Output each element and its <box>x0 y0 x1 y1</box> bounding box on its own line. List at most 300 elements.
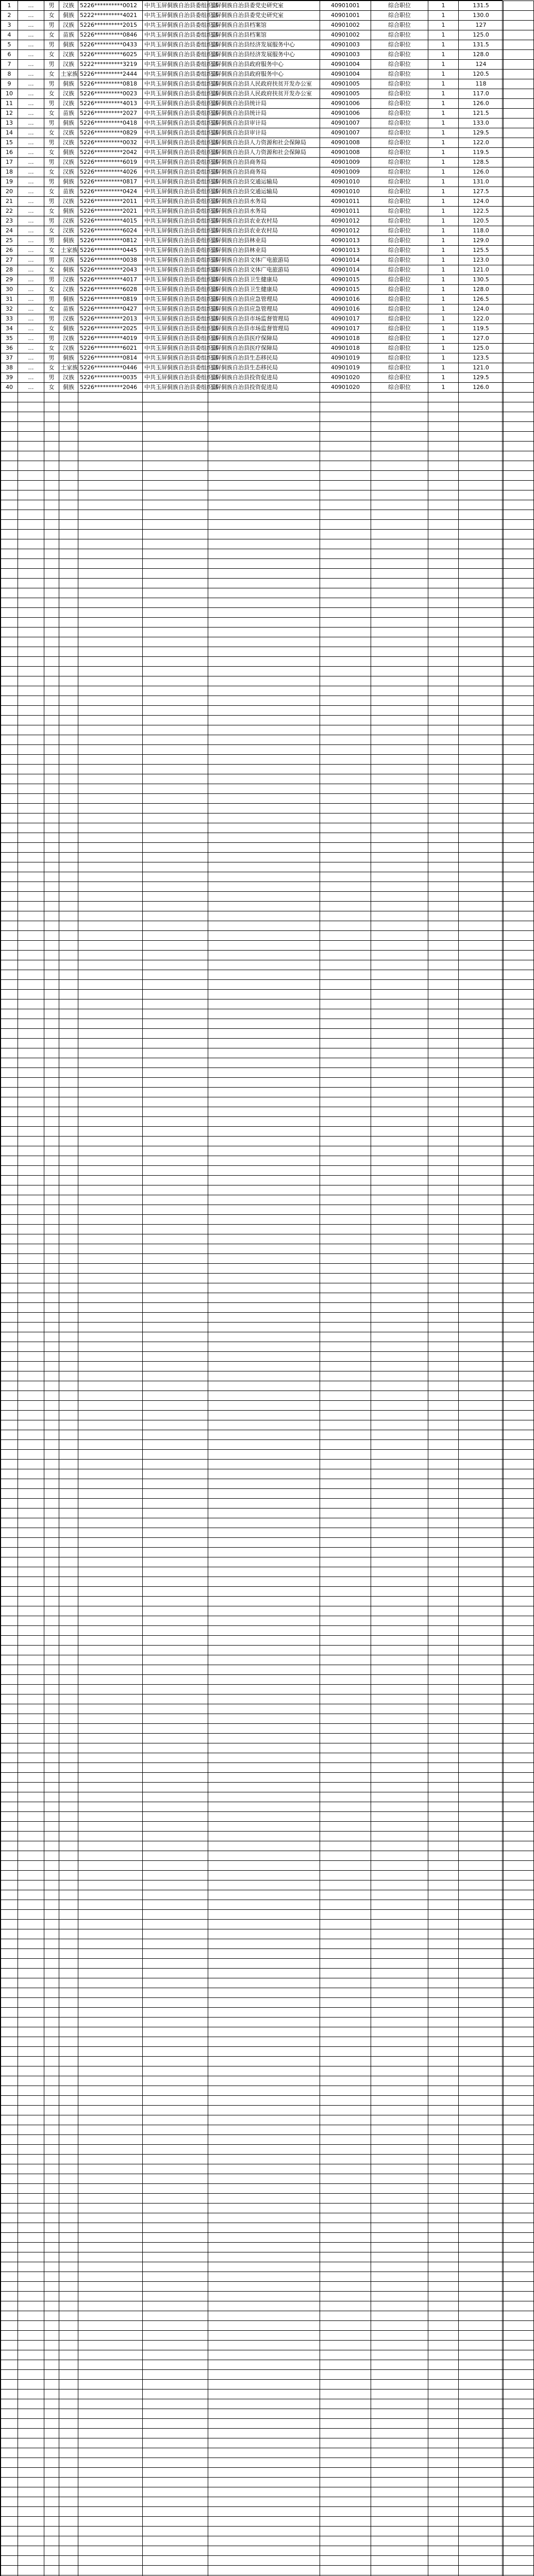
cell-unit <box>208 1362 320 1371</box>
cell-no: 39 <box>1 373 18 383</box>
cell-name <box>18 1763 44 1773</box>
cell-post: 综合职位 <box>371 353 428 363</box>
cell-code <box>320 1009 371 1019</box>
cell-sex: 女 <box>44 109 59 118</box>
cell-id_no <box>78 1587 143 1597</box>
cell-id_no <box>78 1616 143 1626</box>
cell-ethnicity <box>59 1577 78 1587</box>
cell-id_no: 5226**********6021 <box>78 344 143 353</box>
cell-post: 综合职位 <box>371 256 428 265</box>
cell-ethnicity <box>59 1861 78 1871</box>
cell-sex <box>44 794 59 804</box>
cell-dept <box>143 1048 208 1058</box>
cell-id_no <box>78 931 143 941</box>
cell-name <box>18 1078 44 1088</box>
cell-post <box>371 2184 428 2194</box>
cell-ethnicity <box>59 921 78 931</box>
cell-name <box>18 814 44 823</box>
table-row <box>1 2399 534 2409</box>
cell-no <box>1 2536 18 2546</box>
cell-ethnicity: 苗族 <box>59 304 78 314</box>
cell-post <box>371 862 428 872</box>
cell-score <box>459 2311 504 2321</box>
cell-id_no <box>78 1528 143 1538</box>
cell-note <box>504 118 534 128</box>
cell-sex <box>44 1871 59 1880</box>
cell-dept <box>143 1890 208 1900</box>
cell-id_no <box>78 2341 143 2350</box>
cell-sex <box>44 2399 59 2409</box>
cell-score <box>459 1900 504 1910</box>
cell-seats <box>428 999 459 1009</box>
cell-no <box>1 1577 18 1587</box>
cell-unit <box>208 471 320 481</box>
cell-id_no <box>78 823 143 833</box>
cell-score: 123.5 <box>459 353 504 363</box>
cell-post <box>371 1802 428 1812</box>
cell-name <box>18 2223 44 2233</box>
cell-unit <box>208 2301 320 2311</box>
cell-name <box>18 647 44 657</box>
cell-seats <box>428 1969 459 1978</box>
cell-code <box>320 1127 371 1137</box>
cell-ethnicity <box>59 2478 78 2487</box>
cell-no <box>1 647 18 657</box>
cell-ethnicity: 汉族 <box>59 21 78 30</box>
cell-note <box>504 510 534 520</box>
cell-dept <box>143 755 208 765</box>
cell-note <box>504 1929 534 1939</box>
cell-score <box>459 931 504 941</box>
table-row <box>1 461 534 471</box>
cell-no <box>1 2497 18 2507</box>
cell-sex <box>44 1763 59 1773</box>
cell-no <box>1 833 18 843</box>
table-row <box>1 1528 534 1538</box>
cell-name <box>18 794 44 804</box>
cell-post <box>371 1988 428 1998</box>
cell-no: 8 <box>1 70 18 79</box>
cell-code <box>320 481 371 490</box>
cell-score <box>459 1391 504 1401</box>
cell-name: … <box>18 99 44 109</box>
cell-unit: 玉屏侗族自治县应急管理局 <box>208 295 320 304</box>
cell-score <box>459 1988 504 1998</box>
cell-name <box>18 716 44 725</box>
cell-seats <box>428 1802 459 1812</box>
cell-seats <box>428 1009 459 1019</box>
cell-name <box>18 1401 44 1411</box>
cell-score: 128.0 <box>459 50 504 60</box>
cell-code <box>320 1117 371 1127</box>
cell-ethnicity <box>59 1734 78 1743</box>
cell-unit <box>208 765 320 774</box>
cell-sex <box>44 1254 59 1264</box>
cell-name <box>18 1371 44 1381</box>
cell-no <box>1 1176 18 1185</box>
table-row <box>1 1871 534 1880</box>
cell-post <box>371 2458 428 2468</box>
cell-ethnicity <box>59 1460 78 1469</box>
cell-seats: 1 <box>428 79 459 89</box>
cell-seats <box>428 1763 459 1773</box>
cell-note <box>504 716 534 725</box>
cell-post <box>371 882 428 892</box>
cell-note <box>504 1763 534 1773</box>
cell-post <box>371 1557 428 1567</box>
cell-note <box>504 559 534 569</box>
cell-dept <box>143 2311 208 2321</box>
cell-seats <box>428 1293 459 1303</box>
table-row <box>1 1783 534 1792</box>
cell-unit <box>208 1342 320 1352</box>
cell-id_no: 5226**********0817 <box>78 177 143 187</box>
cell-post <box>371 2115 428 2125</box>
cell-id_no <box>78 902 143 911</box>
cell-ethnicity <box>59 1009 78 1019</box>
cell-note <box>504 2370 534 2380</box>
cell-dept <box>143 1420 208 1430</box>
cell-name <box>18 2341 44 2350</box>
cell-note <box>504 1773 534 1783</box>
cell-ethnicity <box>59 1998 78 2008</box>
cell-post <box>371 1274 428 1283</box>
cell-seats: 1 <box>428 373 459 383</box>
table-row <box>1 804 534 814</box>
cell-seats: 1 <box>428 177 459 187</box>
cell-seats <box>428 2243 459 2252</box>
cell-dept <box>143 1283 208 1293</box>
cell-score <box>459 1068 504 1078</box>
cell-id_no <box>78 1998 143 2008</box>
cell-id_no: 5226**********0023 <box>78 89 143 99</box>
cell-note <box>504 353 534 363</box>
cell-ethnicity <box>59 1323 78 1332</box>
cell-name <box>18 598 44 608</box>
cell-score <box>459 1577 504 1587</box>
cell-id_no <box>78 853 143 862</box>
cell-sex <box>44 2047 59 2057</box>
cell-sex <box>44 1792 59 1802</box>
cell-seats <box>428 1616 459 1626</box>
cell-name <box>18 2066 44 2076</box>
cell-seats <box>428 2389 459 2399</box>
cell-code <box>320 500 371 510</box>
cell-id_no <box>78 1773 143 1783</box>
cell-unit <box>208 853 320 862</box>
cell-score <box>459 1048 504 1058</box>
cell-score <box>459 1303 504 1313</box>
cell-dept <box>143 2125 208 2135</box>
table-row <box>1 843 534 853</box>
cell-note <box>504 1088 534 1097</box>
cell-ethnicity <box>59 1949 78 1959</box>
cell-sex <box>44 735 59 745</box>
cell-seats <box>428 2331 459 2341</box>
cell-id_no <box>78 1430 143 1440</box>
cell-id_no <box>78 412 143 422</box>
cell-code <box>320 2047 371 2057</box>
cell-note <box>504 1900 534 1910</box>
cell-unit <box>208 461 320 471</box>
cell-sex: 女 <box>44 246 59 256</box>
cell-seats <box>428 1724 459 1734</box>
cell-unit <box>208 999 320 1009</box>
table-row <box>1 2115 534 2125</box>
table-row <box>1 1 534 11</box>
cell-seats <box>428 520 459 530</box>
cell-note <box>504 1616 534 1626</box>
cell-note <box>504 2429 534 2438</box>
cell-unit <box>208 588 320 598</box>
cell-code <box>320 784 371 794</box>
cell-dept: 中共玉屏侗族自治县委组织部 <box>143 148 208 158</box>
cell-post <box>371 2194 428 2204</box>
cell-note <box>504 432 534 442</box>
cell-score <box>459 1998 504 2008</box>
cell-note <box>504 2321 534 2331</box>
cell-name: … <box>18 344 44 353</box>
cell-sex <box>44 1411 59 1420</box>
cell-note <box>504 960 534 970</box>
cell-seats: 1 <box>428 70 459 79</box>
cell-dept <box>143 559 208 569</box>
cell-note <box>504 1352 534 1362</box>
cell-note <box>504 1234 534 1244</box>
cell-note <box>504 246 534 256</box>
cell-seats <box>428 1303 459 1313</box>
cell-sex <box>44 823 59 833</box>
cell-ethnicity <box>59 1509 78 1518</box>
cell-seats <box>428 1156 459 1166</box>
cell-dept <box>143 2243 208 2252</box>
table-row <box>1 295 534 304</box>
cell-unit <box>208 1567 320 1577</box>
cell-unit <box>208 882 320 892</box>
cell-no <box>1 1802 18 1812</box>
cell-code: 40901012 <box>320 226 371 236</box>
cell-post <box>371 1959 428 1969</box>
cell-seats <box>428 2292 459 2301</box>
cell-ethnicity <box>59 637 78 647</box>
table-row <box>1 412 534 422</box>
cell-dept <box>143 706 208 716</box>
cell-code: 40901013 <box>320 246 371 256</box>
cell-note <box>504 2487 534 2497</box>
cell-unit <box>208 2066 320 2076</box>
cell-no <box>1 1890 18 1900</box>
cell-note <box>504 1861 534 1871</box>
cell-code <box>320 2233 371 2243</box>
cell-score <box>459 2194 504 2204</box>
cell-sex <box>44 892 59 902</box>
cell-dept <box>143 1469 208 1479</box>
table-row <box>1 1518 534 1528</box>
cell-ethnicity <box>59 559 78 569</box>
cell-sex: 男 <box>44 177 59 187</box>
cell-name <box>18 1616 44 1626</box>
cell-note <box>504 2096 534 2106</box>
cell-post <box>371 2448 428 2458</box>
cell-ethnicity <box>59 882 78 892</box>
cell-sex <box>44 637 59 647</box>
cell-code <box>320 1714 371 1724</box>
cell-unit <box>208 1381 320 1391</box>
cell-post <box>371 2556 428 2566</box>
cell-post <box>371 1401 428 1411</box>
table-row <box>1 2331 534 2341</box>
cell-note <box>504 794 534 804</box>
cell-score <box>459 1763 504 1773</box>
cell-id_no <box>78 2311 143 2321</box>
cell-no <box>1 960 18 970</box>
table-row <box>1 2106 534 2115</box>
table-row <box>1 1411 534 1420</box>
cell-unit <box>208 1205 320 1215</box>
cell-post: 综合职位 <box>371 236 428 246</box>
table-row <box>1 451 534 461</box>
cell-unit <box>208 1518 320 1528</box>
cell-dept <box>143 941 208 951</box>
table-row <box>1 89 534 99</box>
cell-note <box>504 765 534 774</box>
cell-score: 129.5 <box>459 128 504 138</box>
cell-code <box>320 1176 371 1185</box>
cell-ethnicity: 汉族 <box>59 138 78 148</box>
cell-post <box>371 1646 428 1655</box>
cell-note <box>504 1734 534 1743</box>
table-row <box>1 755 534 765</box>
cell-note <box>504 2341 534 2350</box>
cell-name <box>18 1567 44 1577</box>
cell-no <box>1 490 18 500</box>
cell-no: 34 <box>1 324 18 334</box>
cell-dept <box>143 735 208 745</box>
cell-note <box>504 1694 534 1704</box>
cell-sex <box>44 402 59 412</box>
cell-seats <box>428 1362 459 1371</box>
cell-score <box>459 1939 504 1949</box>
cell-code: 40901019 <box>320 363 371 373</box>
cell-id_no <box>78 1812 143 1822</box>
cell-seats <box>428 1342 459 1352</box>
cell-id_no <box>78 725 143 735</box>
cell-unit: 玉屏侗族自治县林业局 <box>208 246 320 256</box>
cell-sex <box>44 2106 59 2115</box>
table-row <box>1 1910 534 1920</box>
cell-dept <box>143 2370 208 2380</box>
cell-seats <box>428 902 459 911</box>
cell-dept <box>143 481 208 490</box>
cell-name <box>18 1538 44 1548</box>
cell-id_no <box>78 520 143 530</box>
cell-name <box>18 951 44 960</box>
cell-post <box>371 412 428 422</box>
cell-code <box>320 1792 371 1802</box>
cell-id_no <box>78 461 143 471</box>
cell-ethnicity <box>59 1097 78 1107</box>
cell-code <box>320 2057 371 2066</box>
cell-dept <box>143 618 208 628</box>
cell-id_no <box>78 2096 143 2106</box>
cell-id_no <box>78 843 143 853</box>
cell-dept: 中共玉屏侗族自治县委组织部 <box>143 118 208 128</box>
cell-sex: 女 <box>44 344 59 353</box>
cell-dept <box>143 1822 208 1832</box>
cell-score <box>459 1401 504 1411</box>
table-row <box>1 647 534 657</box>
cell-post: 综合职位 <box>371 21 428 30</box>
cell-code <box>320 814 371 823</box>
cell-dept <box>143 402 208 412</box>
cell-dept <box>143 2566 208 2575</box>
cell-seats <box>428 598 459 608</box>
cell-ethnicity <box>59 1489 78 1499</box>
table-row <box>1 50 534 60</box>
cell-code: 40901002 <box>320 21 371 30</box>
cell-score <box>459 1812 504 1822</box>
cell-name <box>18 960 44 970</box>
cell-id_no <box>78 2233 143 2243</box>
cell-sex <box>44 2282 59 2292</box>
cell-sex: 男 <box>44 334 59 344</box>
cell-code <box>320 520 371 530</box>
cell-ethnicity <box>59 1528 78 1538</box>
table-row <box>1 167 534 177</box>
cell-unit <box>208 1871 320 1880</box>
cell-score <box>459 2027 504 2037</box>
table-row <box>1 1792 534 1802</box>
cell-code: 40901015 <box>320 285 371 295</box>
cell-note <box>504 1479 534 1489</box>
table-row <box>1 148 534 158</box>
cell-post <box>371 1166 428 1176</box>
cell-id_no <box>78 1225 143 1234</box>
cell-unit <box>208 1636 320 1646</box>
cell-post <box>371 2380 428 2389</box>
table-row <box>1 706 534 716</box>
cell-seats <box>428 951 459 960</box>
cell-sex <box>44 2409 59 2419</box>
cell-code <box>320 2556 371 2566</box>
cell-dept: 中共玉屏侗族自治县委组织部 <box>143 30 208 40</box>
cell-name <box>18 1646 44 1655</box>
cell-code <box>320 2517 371 2527</box>
cell-seats <box>428 1166 459 1176</box>
cell-score <box>459 667 504 676</box>
cell-sex <box>44 1714 59 1724</box>
cell-name <box>18 1528 44 1538</box>
cell-code <box>320 1557 371 1567</box>
cell-name <box>18 1058 44 1068</box>
cell-dept: 中共玉屏侗族自治县委组织部 <box>143 1 208 11</box>
cell-score <box>459 1009 504 1019</box>
cell-note <box>504 892 534 902</box>
cell-seats <box>428 2194 459 2204</box>
cell-unit <box>208 931 320 941</box>
cell-name: … <box>18 109 44 118</box>
cell-ethnicity <box>59 2115 78 2125</box>
cell-code: 40901010 <box>320 187 371 197</box>
cell-sex <box>44 2027 59 2037</box>
table-row <box>1 686 534 696</box>
cell-post <box>371 637 428 647</box>
table-row <box>1 285 534 295</box>
cell-ethnicity <box>59 2076 78 2086</box>
cell-id_no <box>78 941 143 951</box>
cell-name <box>18 892 44 902</box>
table-row <box>1 2008 534 2018</box>
